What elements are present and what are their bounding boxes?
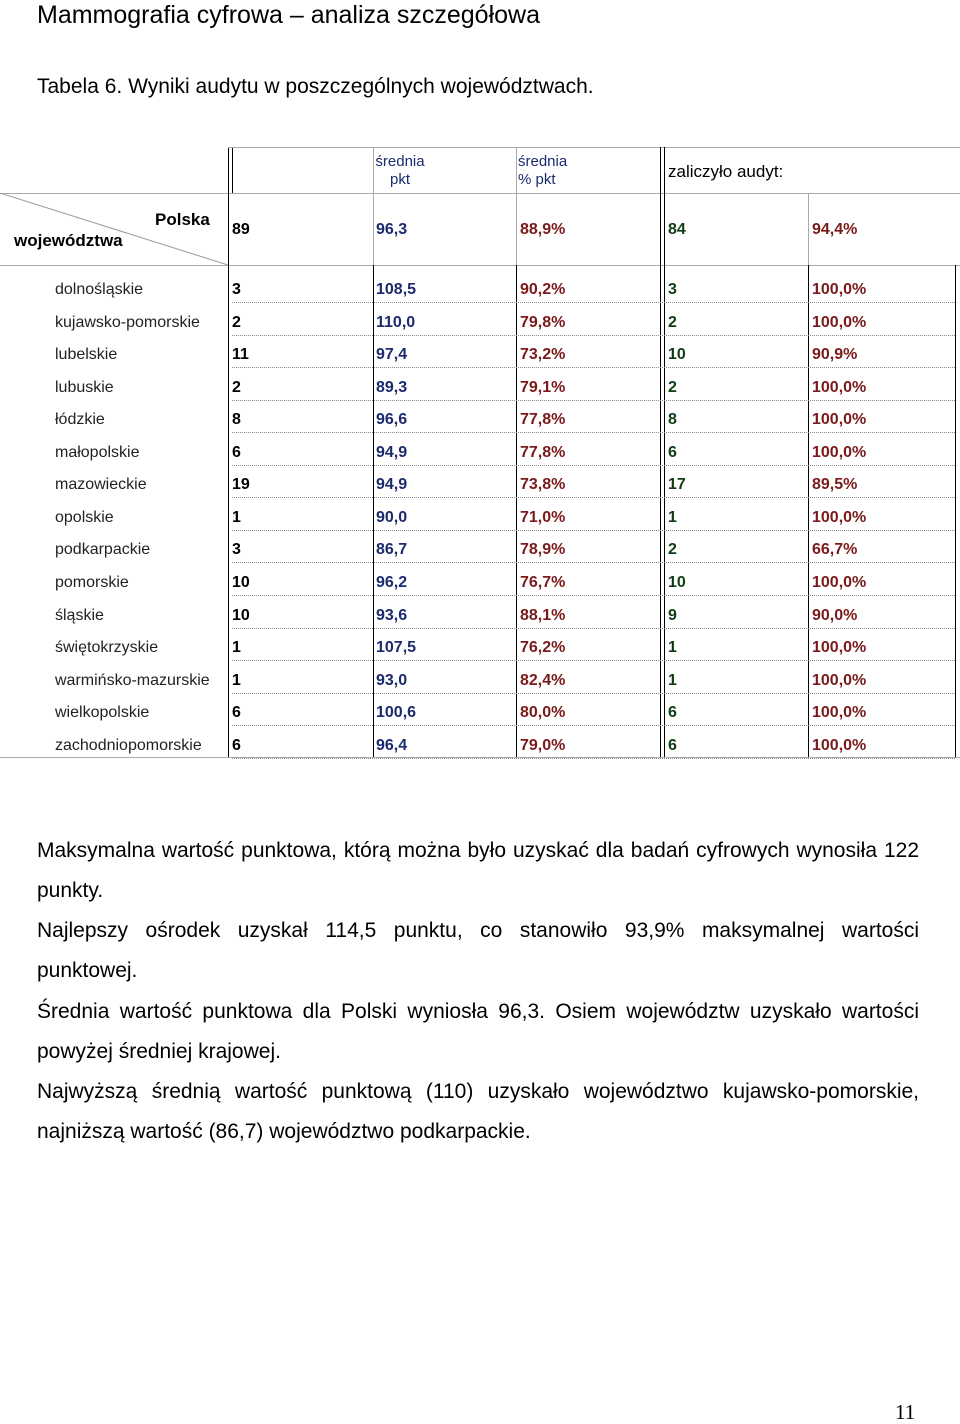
cell-region: małopolskie <box>55 444 140 461</box>
cell-pct: 76,2% <box>520 639 566 656</box>
cell-avg: 108,5 <box>376 281 417 298</box>
cell-region: mazowieckie <box>55 476 147 493</box>
cell-n: 6 <box>232 444 241 461</box>
cell-n: 1 <box>232 672 241 689</box>
cell-avg: 93,6 <box>376 607 408 624</box>
cell-n: 11 <box>232 346 249 363</box>
cell-passed-pct: 100,0% <box>812 314 867 331</box>
cell-avg: 110,0 <box>376 314 416 331</box>
cell-pct: 80,0% <box>520 704 566 721</box>
cell-passed: 2 <box>668 314 677 331</box>
cell-avg: 96,2 <box>376 574 408 591</box>
cell-avg: 96,6 <box>376 411 408 428</box>
cell-passed: 1 <box>668 639 677 656</box>
cell-passed: 6 <box>668 444 677 461</box>
cell-avg: 89,3 <box>376 379 408 396</box>
cell-region: dolnośląskie <box>55 281 144 298</box>
cell-n: 1 <box>232 639 241 656</box>
cell-region: kujawsko-pomorskie <box>55 314 200 331</box>
cell-pct: 79,8% <box>520 314 566 331</box>
cell-avg: 90,0 <box>376 509 408 526</box>
cell-region: pomorskie <box>55 574 129 591</box>
cell-n: 10 <box>232 574 250 591</box>
cell-n: 6 <box>232 704 241 721</box>
cell-passed: 9 <box>668 607 677 624</box>
row-separator <box>232 562 955 563</box>
cell-n: 6 <box>232 737 241 754</box>
cell-passed-pct: 89,5% <box>812 476 858 493</box>
cell-passed: 6 <box>668 737 677 754</box>
cell-n: 3 <box>232 541 241 558</box>
cell-n: 2 <box>232 314 241 331</box>
cell-pct: 71,0% <box>520 509 566 526</box>
cell-region: zachodniopomorskie <box>55 737 202 754</box>
cell-passed-pct: 100,0% <box>812 704 867 721</box>
row-separator <box>232 465 955 466</box>
cell-passed: 1 <box>668 672 677 689</box>
cell-avg: 93,0 <box>376 672 408 689</box>
cell-passed: 2 <box>668 541 677 558</box>
row-separator <box>232 400 955 401</box>
poland-passed-pct: 94,4% <box>812 221 858 238</box>
poland-avg: 96,3 <box>376 221 408 238</box>
poland-passed: 84 <box>668 221 686 238</box>
cell-passed-pct: 100,0% <box>812 574 867 591</box>
cell-pct: 76,7% <box>520 574 566 591</box>
row-separator <box>232 595 955 596</box>
cell-region: lubuskie <box>55 379 114 396</box>
cell-passed: 10 <box>668 346 686 363</box>
cell-passed: 1 <box>668 509 677 526</box>
paragraph-2: Najlepszy ośrodek uzyskał 114,5 punktu, co stanowiło 93,9% maksymalnej wartości punktowej. <box>37 919 919 982</box>
row-separator <box>232 693 955 694</box>
cell-pct: 77,8% <box>520 444 566 461</box>
cell-passed-pct: 100,0% <box>812 444 867 461</box>
cell-n: 19 <box>232 476 250 493</box>
row-separator <box>232 497 955 498</box>
cell-passed-pct: 100,0% <box>812 639 867 656</box>
cell-passed-pct: 90,9% <box>812 346 858 363</box>
row-separator <box>232 367 955 368</box>
row-separator <box>232 758 955 759</box>
cell-avg: 107,5 <box>376 639 417 656</box>
corner-wojewodztwa: województwa <box>14 231 123 250</box>
cell-pct: 82,4% <box>520 672 566 689</box>
cell-n: 10 <box>232 607 250 624</box>
cell-n: 8 <box>232 411 241 428</box>
cell-passed-pct: 100,0% <box>812 281 867 298</box>
cell-avg: 97,4 <box>376 346 408 363</box>
cell-pct: 79,0% <box>520 737 566 754</box>
cell-n: 1 <box>232 509 241 526</box>
cell-passed: 10 <box>668 574 686 591</box>
cell-pct: 78,9% <box>520 541 566 558</box>
cell-passed-pct: 100,0% <box>812 672 867 689</box>
row-separator <box>232 530 955 531</box>
page-number: 11 <box>895 1400 916 1424</box>
cell-passed: 8 <box>668 411 677 428</box>
cell-pct: 88,1% <box>520 607 566 624</box>
row-separator <box>232 725 955 726</box>
cell-region: świętokrzyskie <box>55 639 159 656</box>
row-separator <box>232 660 955 661</box>
header-passed: zaliczyło audyt: <box>668 162 784 181</box>
cell-region: łódzkie <box>55 411 105 428</box>
cell-avg: 94,9 <box>376 476 408 493</box>
cell-pct: 73,8% <box>520 476 566 493</box>
cell-passed-pct: 100,0% <box>812 379 867 396</box>
cell-region: warmińsko-mazurskie <box>55 672 210 689</box>
poland-n: 89 <box>232 221 250 238</box>
corner-polska: Polska <box>155 210 210 229</box>
cell-passed: 17 <box>668 476 686 493</box>
cell-avg: 94,9 <box>376 444 408 461</box>
row-separator <box>232 335 955 336</box>
table-caption: Tabela 6. Wyniki audytu w poszczególnych województwach. <box>37 75 594 98</box>
cell-pct: 73,2% <box>520 346 566 363</box>
cell-passed: 3 <box>668 281 677 298</box>
cell-avg: 100,6 <box>376 704 417 721</box>
cell-pct: 79,1% <box>520 379 566 396</box>
cell-passed-pct: 90,0% <box>812 607 858 624</box>
paragraph-4: Najwyższą średnią wartość punktową (110) uzyskało województwo kujawsko-pomorskie, najniższą wartość (86,7) województwo podkarpackie. <box>37 1080 919 1143</box>
row-separator <box>232 628 955 629</box>
cell-passed-pct: 100,0% <box>812 509 867 526</box>
cell-avg: 86,7 <box>376 541 408 558</box>
header-avg-pct: średnia % pkt <box>518 153 568 188</box>
page-header-title: Mammografia cyfrowa – analiza szczegółowa <box>37 1 540 29</box>
cell-n: 3 <box>232 281 241 298</box>
cell-passed-pct: 100,0% <box>812 737 867 754</box>
cell-region: śląskie <box>55 607 104 624</box>
poland-pct: 88,9% <box>520 221 566 238</box>
cell-passed-pct: 100,0% <box>812 411 867 428</box>
cell-passed: 2 <box>668 379 677 396</box>
cell-region: lubelskie <box>55 346 118 363</box>
row-separator <box>232 432 955 433</box>
cell-avg: 96,4 <box>376 737 408 754</box>
paragraph-3: Średnia wartość punktowa dla Polski wyniosła 96,3. Osiem województw uzyskało wartości powyżej średniej krajowej. <box>37 1000 919 1063</box>
cell-n: 2 <box>232 379 241 396</box>
cell-passed: 6 <box>668 704 677 721</box>
cell-pct: 77,8% <box>520 411 566 428</box>
cell-region: podkarpackie <box>55 541 151 558</box>
cell-passed-pct: 66,7% <box>812 541 858 558</box>
row-separator <box>232 302 955 303</box>
cell-pct: 90,2% <box>520 281 566 298</box>
paragraph-1: Maksymalna wartość punktowa, którą można było uzyskać dla badań cyfrowych wynosiła 122 punkty. <box>37 839 919 902</box>
header-avg-pts: średnia pkt <box>375 153 425 188</box>
cell-region: opolskie <box>55 509 114 526</box>
cell-region: wielkopolskie <box>55 704 150 721</box>
